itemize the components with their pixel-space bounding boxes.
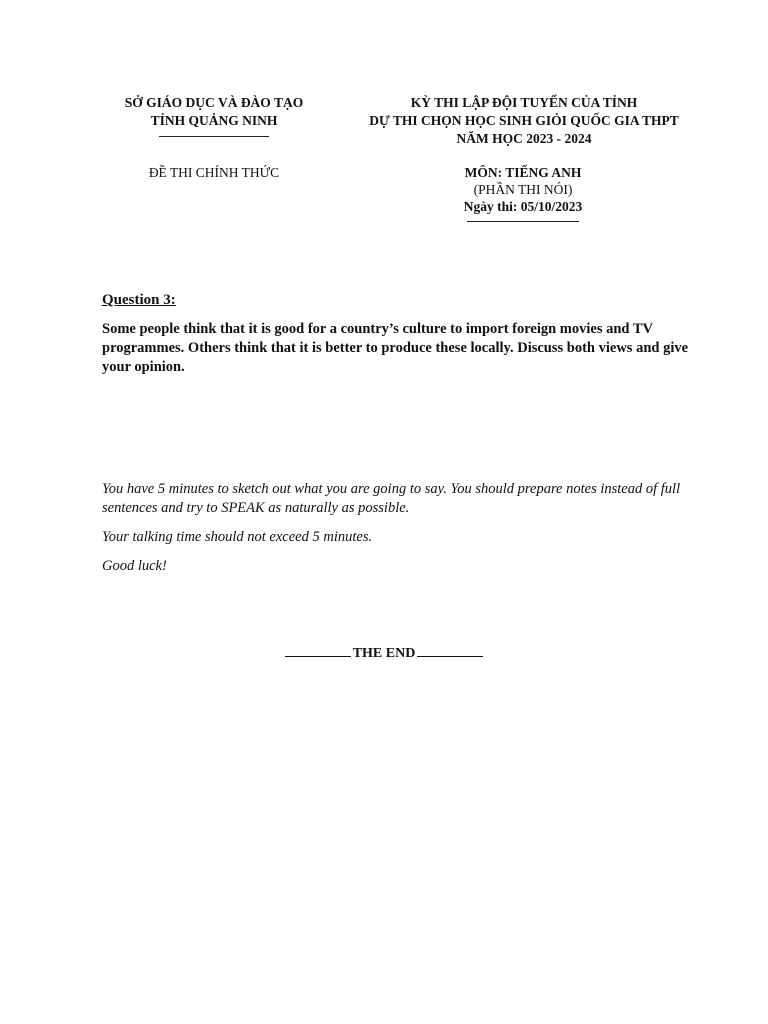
question-text: Some people think that it is good for a country’s culture to import foreign movies and TV programmes. Others think that it is better to produce these locally. Discuss both views and give your opinion. <box>102 321 689 375</box>
school-year: NĂM HỌC 2023 - 2024 <box>456 131 592 146</box>
exam-header <box>348 94 700 148</box>
department-name: SỞ GIÁO DỤC VÀ ĐÀO TẠO <box>124 95 304 110</box>
instruction-good-luck: Good luck! <box>102 558 167 574</box>
department-header <box>100 94 328 137</box>
end-line-right <box>417 655 483 657</box>
exam-part: (PHẦN THI NÓI) <box>473 182 573 197</box>
exam-date: Ngày thi: 05/10/2023 <box>463 199 583 214</box>
the-end-text: THE END <box>352 646 416 661</box>
province-name: TỈNH QUẢNG NINH <box>150 113 278 128</box>
subject-name: MÔN: TIẾNG ANH <box>464 165 582 180</box>
instruction-prep: You have 5 minutes to sketch out what you are going to say. You should prepare notes instead of full sentences and try to SPEAK as naturally as possible. <box>102 481 681 516</box>
exam-subtitle: DỰ THI CHỌN HỌC SINH GIỎI QUỐC GIA THPT <box>369 113 679 128</box>
subject-block <box>400 164 646 222</box>
end-line-left <box>285 655 351 657</box>
header-right-divider <box>467 221 579 222</box>
exam-title: KỲ THI LẬP ĐỘI TUYỂN CỦA TỈNH <box>410 95 638 110</box>
instructions <box>102 480 702 586</box>
official-exam-label: ĐỀ THI CHÍNH THỨC <box>148 165 280 180</box>
header-left-divider <box>159 136 269 137</box>
the-end-footer <box>0 646 768 662</box>
instruction-time: Your talking time should not exceed 5 minutes. <box>102 529 373 545</box>
question-label: Question 3: <box>102 292 176 308</box>
